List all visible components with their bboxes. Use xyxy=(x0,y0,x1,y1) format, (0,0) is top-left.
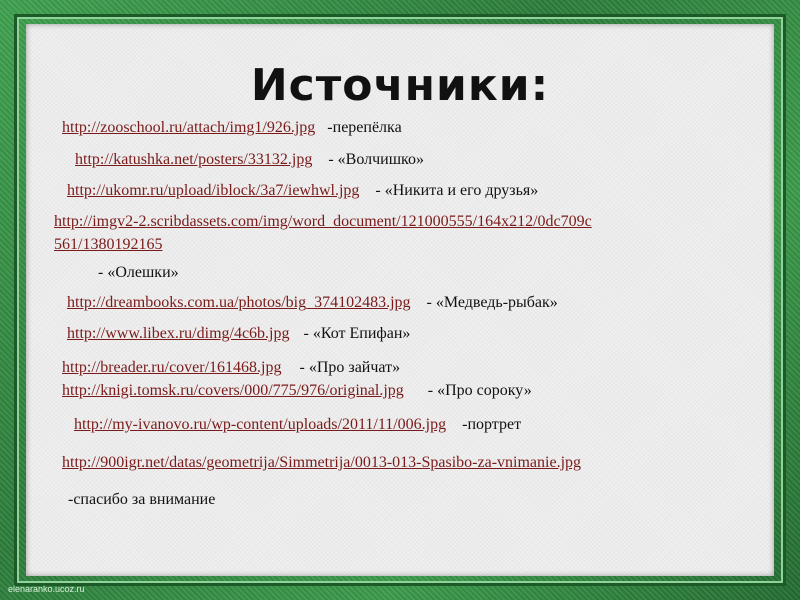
source-desc: - «Про зайчат» xyxy=(299,359,401,376)
source-desc: -перепёлка xyxy=(327,119,402,136)
source-row xyxy=(98,263,179,283)
source-row xyxy=(67,293,558,313)
source-desc: - «Медведь-рыбак» xyxy=(426,294,558,311)
source-row xyxy=(67,324,410,344)
source-row xyxy=(62,358,400,378)
footer-watermark: elenaranko.ucoz.ru xyxy=(8,584,85,594)
source-link[interactable]: http://breader.ru/cover/161468.jpg xyxy=(62,359,282,376)
source-row xyxy=(74,415,521,435)
source-link[interactable]: http://900igr.net/datas/geometrija/Simmetrija/0013-013-Spasibo-za-vnimanie.jpg xyxy=(62,454,582,471)
source-row xyxy=(62,118,402,138)
source-desc: - «Волчишко» xyxy=(328,151,424,168)
source-desc: -портрет xyxy=(462,416,522,433)
source-desc: -спасибо за внимание xyxy=(68,491,216,508)
page-title: Источники: xyxy=(250,60,550,111)
source-row xyxy=(54,212,592,232)
source-row xyxy=(62,381,532,401)
source-desc: - «Олешки» xyxy=(98,264,179,281)
source-row xyxy=(62,453,581,473)
source-link[interactable]: http://zooschool.ru/attach/img1/926.jpg xyxy=(62,119,316,136)
source-link[interactable]: 561/1380192165 xyxy=(54,236,163,253)
source-row xyxy=(75,150,424,170)
source-row xyxy=(68,490,215,510)
source-link[interactable]: http://dreambooks.com.ua/photos/big_374102483.jpg xyxy=(67,294,411,311)
source-desc: - «Кот Епифан» xyxy=(303,325,411,342)
source-link[interactable]: http://imgv2-2.scribdassets.com/img/word_document/121000555/164x212/0dc709c xyxy=(54,213,592,230)
source-link[interactable]: http://ukomr.ru/upload/iblock/3a7/iewhwl.jpg xyxy=(67,182,360,199)
source-link[interactable]: http://katushka.net/posters/33132.jpg xyxy=(75,151,313,168)
source-row xyxy=(54,235,162,255)
source-link[interactable]: http://www.libex.ru/dimg/4c6b.jpg xyxy=(67,325,290,342)
source-desc: - «Про сороку» xyxy=(427,382,532,399)
source-link[interactable]: http://knigi.tomsk.ru/covers/000/775/976/original.jpg xyxy=(62,382,404,399)
source-link[interactable]: http://my-ivanovo.ru/wp-content/uploads/2011/11/006.jpg xyxy=(74,416,447,433)
source-desc: - «Никита и его друзья» xyxy=(375,182,539,199)
source-row xyxy=(67,181,538,201)
